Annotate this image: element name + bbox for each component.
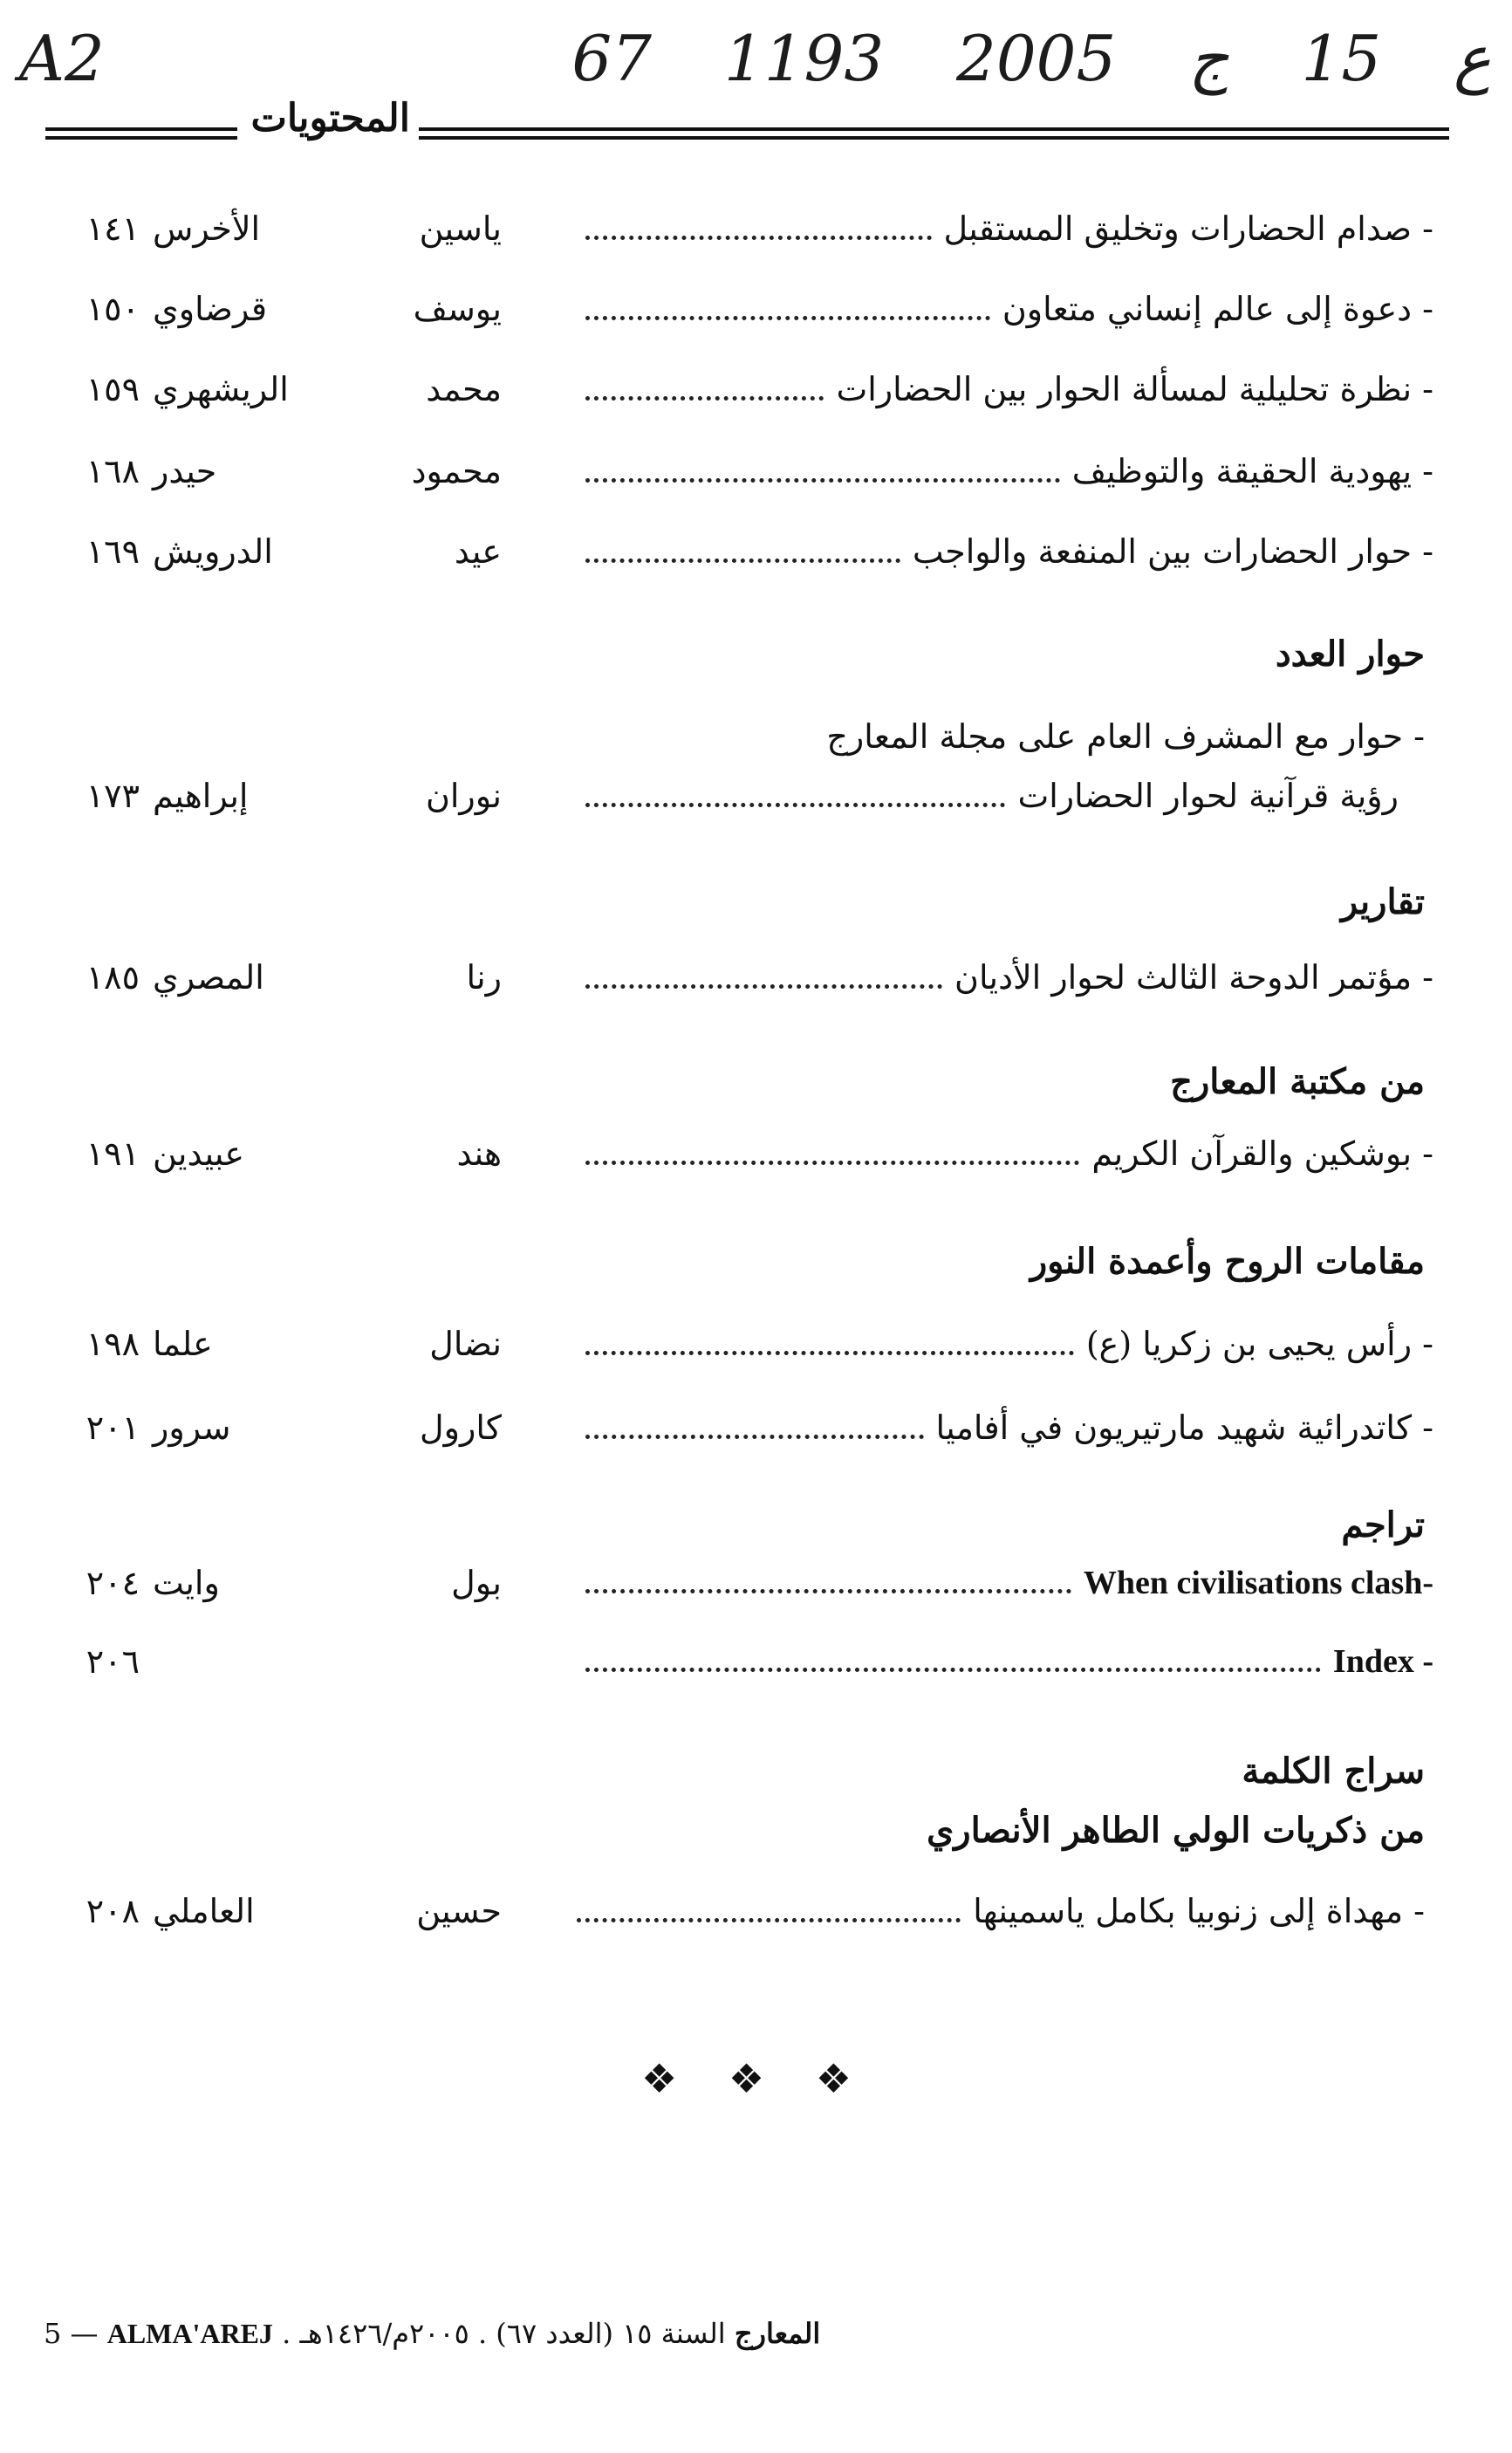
entry-page: ١٥٠ <box>86 290 140 328</box>
toc-entry[interactable] <box>0 524 1512 579</box>
section-heading: سراج الكلمة <box>1242 1751 1425 1792</box>
footer-page-number: 5 <box>44 2317 62 2350</box>
entry-page: ١٨٥ <box>86 958 140 997</box>
entry-author: عيد الدرويش <box>153 532 502 571</box>
handwritten-letter: ج <box>1188 22 1229 95</box>
entry-author: محمود حيدر <box>153 452 502 490</box>
entry-page: ١٩١ <box>86 1134 140 1173</box>
dot-leader <box>585 1351 1074 1355</box>
dot-leader <box>585 1668 1321 1672</box>
entry-page: ٢٠٦ <box>86 1642 140 1681</box>
footer-journal-en: ALMA'AREJ <box>106 2318 273 2349</box>
entry-title: - مؤتمر الدوحة الثالث لحوار الأديان <box>954 958 1433 997</box>
entry-author: بول وايت <box>153 1564 502 1602</box>
dot-leader <box>585 1161 1079 1165</box>
page-title: المحتويات <box>250 96 410 140</box>
toc-entry[interactable] <box>0 281 1512 337</box>
handwritten-number: 15 <box>1301 22 1382 95</box>
section-heading: مقامات الروح وأعمدة النور <box>1030 1241 1425 1282</box>
entry-page: ١٩٨ <box>86 1325 140 1363</box>
dot-leader <box>585 1589 1071 1593</box>
dot-leader <box>585 558 900 563</box>
section-heading: تقارير <box>1340 881 1425 922</box>
handwritten-number: 67 <box>571 22 652 95</box>
entry-title: - صدام الحضارات وتخليق المستقبل <box>943 209 1433 248</box>
entry-page: ٢٠١ <box>86 1408 140 1447</box>
entry-title: - نظرة تحليلية لمسألة الحوار بين الحضارات <box>836 370 1433 408</box>
handwritten-number: 1193 <box>723 22 885 95</box>
footer-journal-ar: المعارج <box>734 2317 821 2350</box>
dot-leader <box>585 1435 924 1439</box>
entry-author: نضال علما <box>153 1325 502 1363</box>
toc-entry[interactable] <box>0 1316 1512 1372</box>
dot-leader <box>577 1918 961 1922</box>
toc-entry[interactable] <box>0 1634 1512 1689</box>
entry-title: - حوار الحضارات بين المنفعة والواجب <box>912 532 1433 571</box>
entry-title: Index - <box>1332 1643 1433 1680</box>
handwritten-annotation-left: A2 <box>19 22 105 95</box>
entry-page: ١٧٣ <box>86 777 140 815</box>
dot-leader <box>585 316 990 320</box>
footer-issue-info: السنة ١٥ (العدد ٦٧) . ٢٠٠٥م/١٤٢٦هـ . <box>282 2317 726 2350</box>
entry-author: هند عبيدين <box>153 1134 502 1173</box>
entry-title: - دعوة إلى عالم إنساني متعاون <box>1002 290 1433 328</box>
entry-page: ٢٠٤ <box>86 1564 140 1602</box>
entry-title: - رأس يحيى بن زكريا (ع) <box>1085 1325 1433 1363</box>
entry-title: When civilisations clash- <box>1083 1565 1433 1601</box>
entry-title: - يهودية الحقيقة والتوظيف <box>1071 452 1433 490</box>
section-heading: حوار العدد <box>1275 634 1425 675</box>
entry-title: - كاتدرائية شهيد مارتيريون في أفاميا <box>935 1408 1433 1447</box>
entry-author: رنا المصري <box>153 958 502 997</box>
page-footer: 5 — ALMA'AREJ المعارج السنة ١٥ (العدد ٦٧) . ٢٠٠٥م/١٤٢٦هـ . <box>44 2317 821 2350</box>
toc-entry[interactable] <box>0 361 1512 417</box>
entry-page: ١٦٨ <box>86 452 140 490</box>
dot-leader <box>585 803 1005 807</box>
entry-author: ياسين الأخرس <box>153 209 502 248</box>
section-subheading: من ذكريات الولي الطاهر الأنصاري <box>927 1810 1425 1851</box>
dot-leader <box>585 984 942 989</box>
entry-title: - مهداة إلى زنوبيا بكامل ياسمينها <box>973 1892 1425 1930</box>
dot-leader <box>585 396 824 401</box>
toc-entry[interactable] <box>0 1400 1512 1456</box>
entry-author: محمد الريشهري <box>153 370 502 408</box>
entry-author: حسين العاملي <box>153 1892 502 1930</box>
entry-title: - بوشكين والقرآن الكريم <box>1091 1134 1433 1173</box>
entry-page: ١٥٩ <box>86 370 140 408</box>
handwritten-year: 2005 <box>956 22 1117 95</box>
diamond-ornament-icon: ❖ ❖ ❖ <box>641 2055 871 2102</box>
toc-entry[interactable] <box>0 1883 1512 1939</box>
entry-page: ١٦٩ <box>86 532 140 571</box>
entry-author: نوران إبراهيم <box>153 777 502 815</box>
entry-page: ١٤١ <box>86 209 140 248</box>
toc-entry[interactable] <box>0 1126 1512 1182</box>
handwritten-letter: ع <box>1454 22 1491 95</box>
entry-author: يوسف قرضاوي <box>153 290 502 328</box>
toc-entry[interactable] <box>0 1555 1512 1611</box>
entry-page: ٢٠٨ <box>86 1892 140 1930</box>
section-heading: من مكتبة المعارج <box>1170 1061 1425 1102</box>
dot-leader <box>585 478 1060 483</box>
section-heading: تراجم <box>1341 1504 1425 1545</box>
entry-author: كارول سرور <box>153 1408 502 1447</box>
entry-title: رؤية قرآنية لحوار الحضارات <box>1017 777 1399 815</box>
toc-entry[interactable] <box>0 949 1512 1005</box>
entry-title-line: - حوار مع المشرف العام على مجلة المعارج <box>826 717 1425 756</box>
toc-entry[interactable] <box>0 443 1512 499</box>
dot-leader <box>585 236 932 240</box>
toc-entry[interactable] <box>0 768 1512 824</box>
toc-entry[interactable] <box>0 201 1512 257</box>
